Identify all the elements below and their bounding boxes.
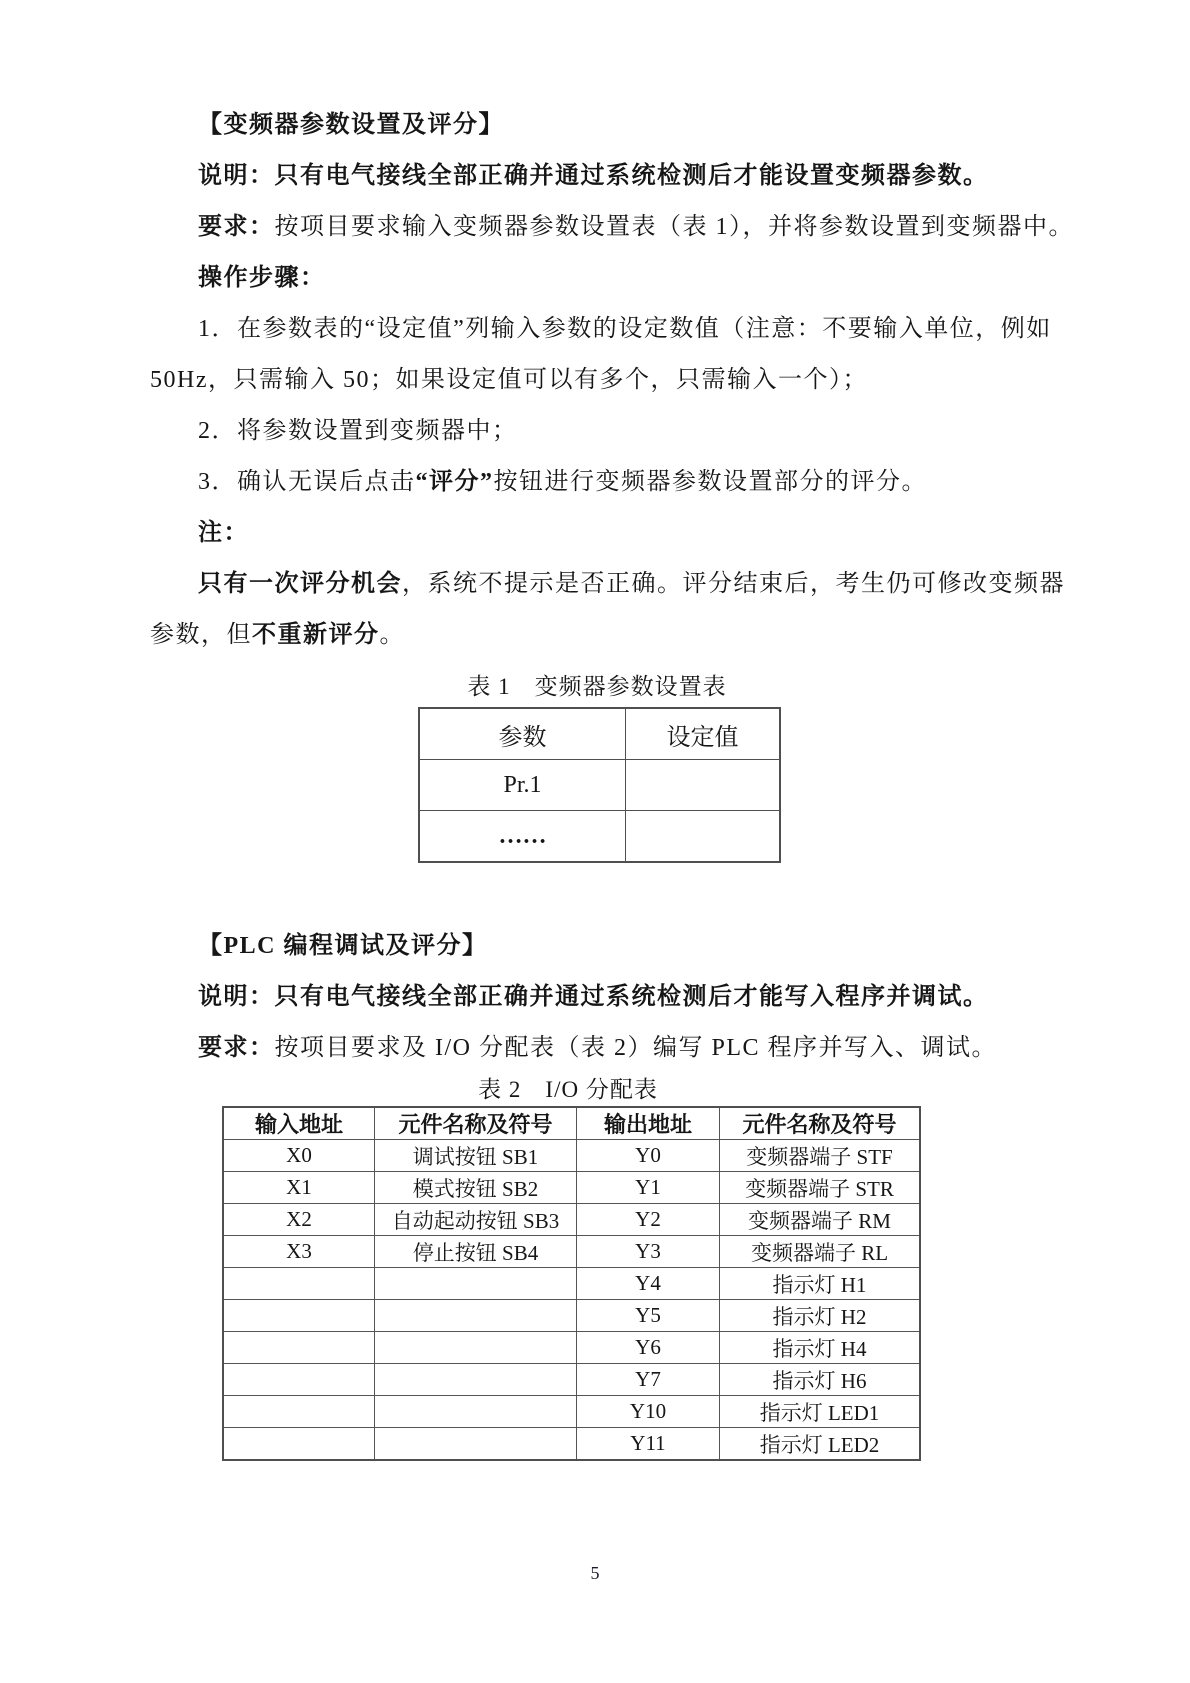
step1-text-1: 1．在参数表的“设定值”列输入参数的设定数值（注意：不要输入单位，例如 — [198, 316, 1052, 342]
table1 — [418, 707, 781, 863]
table2-caption: 表 2 I/O 分配表 — [478, 1077, 658, 1102]
table2-row — [223, 1364, 920, 1396]
step3-text-post: 按钮进行变频器参数设置部分的评分。 — [493, 469, 927, 495]
table2-header-component-out: 元件名称及符号 — [720, 1107, 921, 1140]
table2-cell: 停止按钮 SB4 — [375, 1236, 577, 1268]
table2-cell: Y1 — [577, 1172, 720, 1204]
section-heading-plc — [150, 921, 1050, 972]
table2-cell: Y2 — [577, 1204, 720, 1236]
table2-cell: 变频器端子 RM — [720, 1204, 921, 1236]
table2-header-input-addr: 输入地址 — [223, 1107, 375, 1140]
step3-line — [150, 457, 1050, 508]
step1-text-2: 50Hz，只需输入 50；如果设定值可以有多个，只需输入一个）； — [150, 367, 868, 393]
table2-cell: X0 — [223, 1140, 375, 1172]
table2-header-component-in: 元件名称及符号 — [375, 1107, 577, 1140]
note-line2-bold: 不重新评分 — [252, 622, 380, 648]
table2-cell: Y10 — [577, 1396, 720, 1428]
table2-cell-empty — [375, 1268, 577, 1300]
step2-text: 2．将参数设置到变频器中； — [198, 418, 518, 444]
yaoqiu-text: 按项目要求输入变频器参数设置表（表 1），并将参数设置到变频器中。 — [274, 214, 1074, 240]
yaoqiu-label: 要求： — [198, 214, 275, 240]
table1-header-row — [419, 708, 780, 760]
plc-shuoming-text: 说明：只有电气接线全部正确并通过系统检测后才能写入程序并调试。 — [198, 984, 989, 1010]
table2-row — [223, 1172, 920, 1204]
table2-row — [223, 1268, 920, 1300]
table1-header-setvalue: 设定值 — [626, 708, 781, 760]
table2-cell-empty — [375, 1364, 577, 1396]
table2-cell-empty — [375, 1300, 577, 1332]
yaoqiu-line — [150, 202, 1074, 253]
table2-cell: 变频器端子 STF — [720, 1140, 921, 1172]
table2-cell-empty — [223, 1396, 375, 1428]
table2-cell: Y4 — [577, 1268, 720, 1300]
table2-cell: 指示灯 H2 — [720, 1300, 921, 1332]
step2-line — [150, 406, 1050, 457]
step3-text-pre: 3．确认无误后点击 — [198, 469, 416, 495]
table2-cell-empty — [375, 1428, 577, 1461]
table2-cell: X3 — [223, 1236, 375, 1268]
step3-text-bold: “评分” — [415, 469, 494, 495]
table2-cell: Y3 — [577, 1236, 720, 1268]
shuoming-text: 说明：只有电气接线全部正确并通过系统检测后才能设置变频器参数。 — [198, 163, 989, 189]
plc-yaoqiu-line — [150, 1023, 1050, 1074]
note-line2 — [150, 610, 1050, 661]
table2-cell: X2 — [223, 1204, 375, 1236]
heading-text: 【PLC 编程调试及评分】 — [198, 933, 488, 959]
shuoming-line — [150, 151, 1050, 202]
table2-cell: 调试按钮 SB1 — [375, 1140, 577, 1172]
table2-cell: 指示灯 LED1 — [720, 1396, 921, 1428]
heading-text: 【变频器参数设置及评分】 — [198, 112, 504, 138]
table2-row — [223, 1332, 920, 1364]
table2-cell: 指示灯 LED2 — [720, 1428, 921, 1461]
table2-header-output-addr: 输出地址 — [577, 1107, 720, 1140]
table1-cell-empty — [626, 811, 781, 863]
note-line1 — [150, 559, 1065, 610]
table1-header-param: 参数 — [419, 708, 626, 760]
table2-row — [223, 1204, 920, 1236]
table2-cell: 指示灯 H1 — [720, 1268, 921, 1300]
table2-cell-empty — [223, 1428, 375, 1461]
table2-cell-empty — [375, 1332, 577, 1364]
plc-shuoming-line — [150, 972, 1050, 1023]
table2-cell-empty — [223, 1268, 375, 1300]
step1-line2 — [150, 355, 1050, 406]
table2-row — [223, 1428, 920, 1461]
table2-cell: 指示灯 H6 — [720, 1364, 921, 1396]
steps-title-text: 操作步骤： — [198, 265, 326, 291]
page-number: 5 — [590, 1563, 600, 1583]
table2-cell-empty — [223, 1332, 375, 1364]
table2-cell: Y5 — [577, 1300, 720, 1332]
note-title-line — [150, 508, 1050, 559]
table2-row — [223, 1140, 920, 1172]
table2 — [222, 1106, 921, 1461]
table1-cell: Pr.1 — [419, 760, 626, 811]
note-line1-rest: ，系统不提示是否正确。评分结束后，考生仍可修改变频器 — [402, 571, 1065, 597]
table2-cell: Y6 — [577, 1332, 720, 1364]
note-line2-post: 。 — [379, 622, 405, 648]
section-heading-inverter — [150, 100, 1050, 151]
table1-cell-empty — [626, 760, 781, 811]
note-line1-bold: 只有一次评分机会 — [198, 571, 402, 597]
table2-cell: X1 — [223, 1172, 375, 1204]
table1-block — [418, 667, 776, 863]
table2-cell: 变频器端子 RL — [720, 1236, 921, 1268]
table2-cell: 模式按钮 SB2 — [375, 1172, 577, 1204]
note-line2-pre: 参数，但 — [150, 622, 252, 648]
table1-row — [419, 811, 780, 863]
table2-cell: Y11 — [577, 1428, 720, 1461]
table2-cell-empty — [223, 1300, 375, 1332]
table1-cell: …… — [419, 811, 626, 863]
step1-line1 — [150, 304, 1050, 355]
table2-row — [223, 1300, 920, 1332]
table1-caption: 表 1 变频器参数设置表 — [467, 674, 727, 699]
table2-cell: 指示灯 H4 — [720, 1332, 921, 1364]
table2-cell: Y7 — [577, 1364, 720, 1396]
table2-cell-empty — [223, 1364, 375, 1396]
steps-title-line — [150, 253, 1050, 304]
table2-block — [222, 1074, 914, 1461]
note-title-text: 注： — [198, 520, 249, 546]
table2-row — [223, 1396, 920, 1428]
plc-yaoqiu-label: 要求： — [198, 1035, 275, 1061]
table2-cell: 自动起动按钮 SB3 — [375, 1204, 577, 1236]
table2-row — [223, 1236, 920, 1268]
table2-header-row — [223, 1107, 920, 1140]
table2-cell: Y0 — [577, 1140, 720, 1172]
plc-yaoqiu-text: 按项目要求及 I/O 分配表（表 2）编写 PLC 程序并写入、调试。 — [274, 1035, 998, 1061]
table1-row — [419, 760, 780, 811]
table2-cell-empty — [375, 1396, 577, 1428]
table2-cell: 变频器端子 STR — [720, 1172, 921, 1204]
